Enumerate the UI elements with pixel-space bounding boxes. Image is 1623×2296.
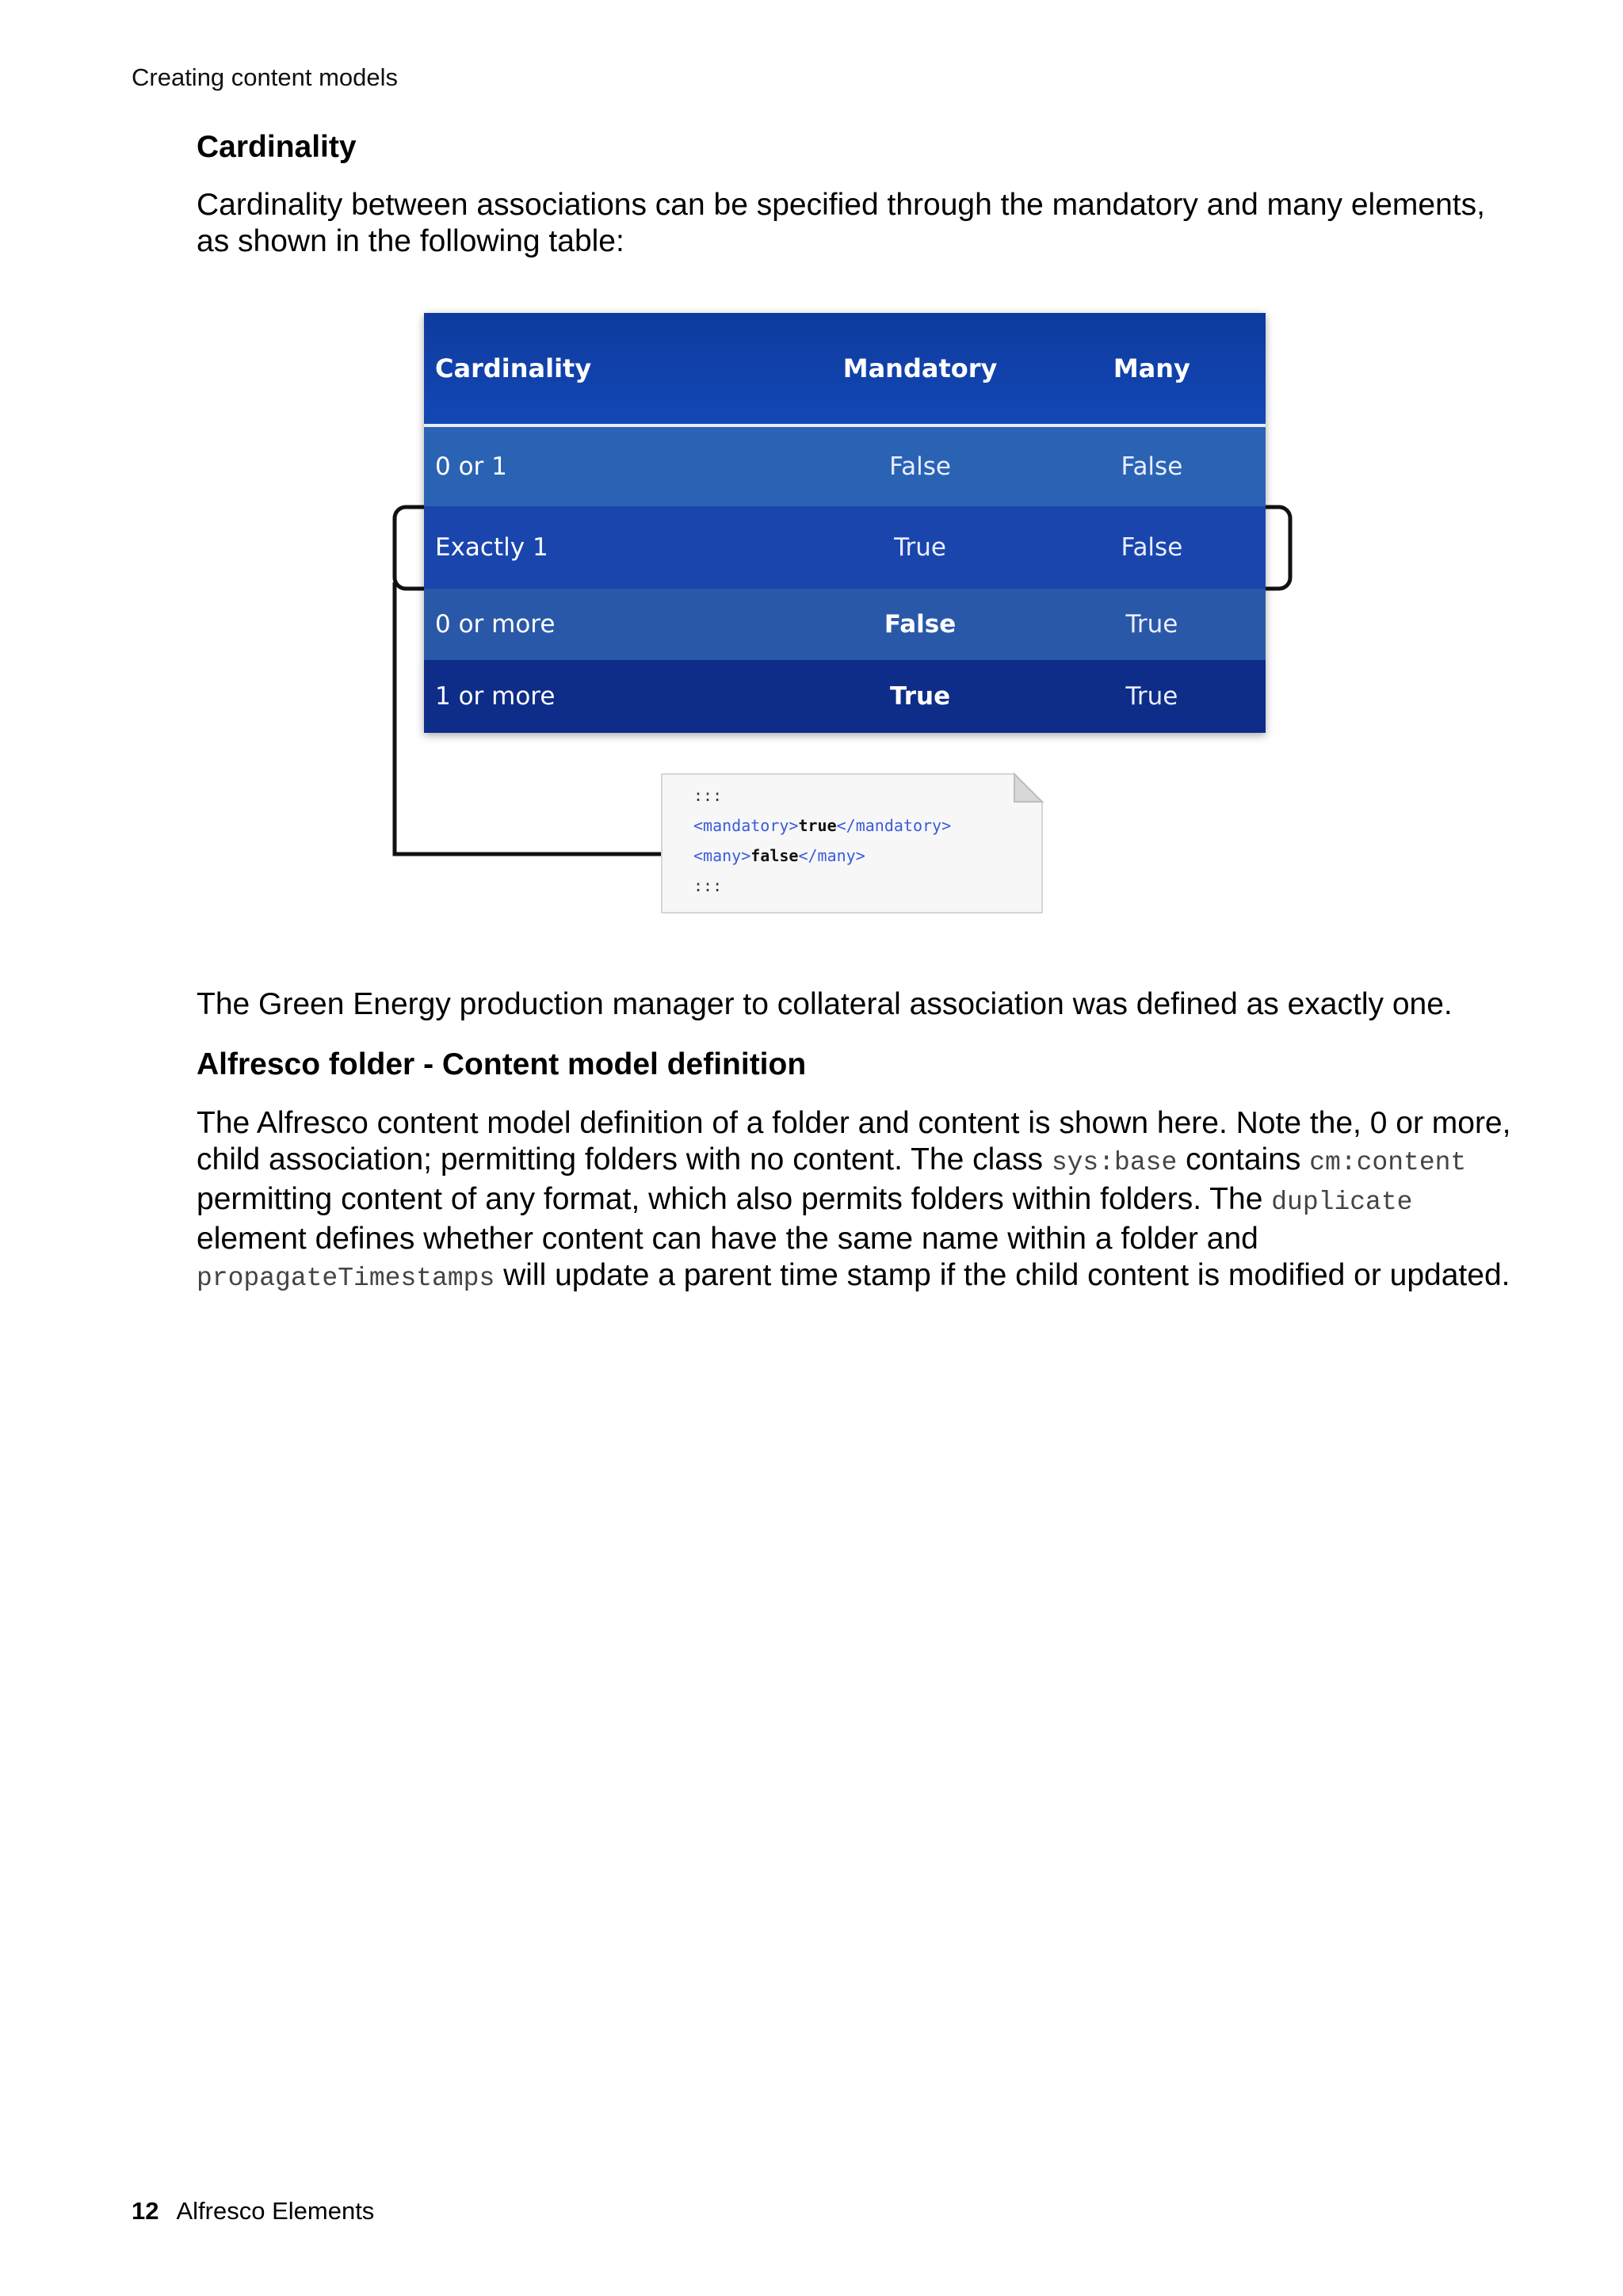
running-header: Creating content models: [132, 63, 399, 91]
green-energy-paragraph: The Green Energy production manager to collateral association was defined as exactly one.: [197, 987, 1453, 1021]
cell-cardinality: Exactly 1: [424, 506, 802, 589]
cell-many: False: [1038, 425, 1266, 506]
code-cm-content: cm:content: [1309, 1148, 1467, 1177]
book-title: Alfresco Elements: [176, 2197, 375, 2225]
table-header-row: [424, 313, 1266, 425]
many-line: [693, 841, 1050, 871]
alfresco-folder-paragraph: [197, 1105, 1512, 1297]
ellipsis-bottom: :::: [693, 876, 723, 895]
cell-cardinality: 0 or more: [424, 589, 802, 660]
section-heading-alfresco-folder: Alfresco folder - Content model definition: [197, 1047, 807, 1081]
xml-snippet-note: [662, 772, 1050, 911]
cell-cardinality: 1 or more: [424, 660, 802, 733]
code-duplicate: duplicate: [1271, 1188, 1413, 1217]
code-sys-base: sys:base: [1051, 1148, 1178, 1177]
page-footer: [132, 2197, 374, 2225]
mandatory-line: [693, 810, 1050, 841]
header-many: Many: [1038, 313, 1266, 425]
text-run: The Alfresco content model definition of a folder and content is shown here. Note the, 0 or more, child association; permitting folders with no content. The class: [197, 1106, 1511, 1177]
page-number: 12: [132, 2197, 159, 2225]
cell-mandatory: False: [802, 589, 1037, 660]
cell-mandatory: True: [802, 506, 1037, 589]
many-value: false: [750, 846, 799, 865]
cell-many: True: [1038, 589, 1266, 660]
table-row: [424, 425, 1266, 506]
header-cardinality: Cardinality: [424, 313, 802, 425]
mandatory-value: true: [798, 816, 837, 835]
code-propagate-timestamps: propagateTimestamps: [197, 1264, 495, 1293]
header-mandatory: Mandatory: [802, 313, 1037, 425]
mandatory-open-tag: <mandatory>: [693, 816, 799, 835]
table-row: [424, 660, 1266, 733]
cell-mandatory: True: [802, 660, 1037, 733]
cardinality-figure: [388, 313, 1323, 923]
text-run: permitting content of any format, which also permits folders within folders. The: [197, 1182, 1272, 1216]
ellipsis-top: :::: [693, 786, 723, 805]
text-run: contains: [1177, 1142, 1310, 1177]
cell-cardinality: 0 or 1: [424, 425, 802, 506]
cell-mandatory: False: [802, 425, 1037, 506]
cardinality-table: [424, 313, 1266, 733]
mandatory-close-tag: </mandatory>: [836, 816, 952, 835]
cardinality-intro-paragraph: Cardinality between associations can be specified through the mandatory and many elements, as shown in the following table:: [197, 188, 1485, 258]
cell-many: True: [1038, 660, 1266, 733]
many-open-tag: <many>: [693, 846, 751, 865]
many-close-tag: </many>: [798, 846, 865, 865]
section-heading-cardinality: Cardinality: [197, 130, 357, 164]
cell-many: False: [1038, 506, 1266, 589]
table-row: [424, 589, 1266, 660]
text-run: will update a parent time stamp if the child content is modified or updated.: [495, 1258, 1510, 1292]
text-run: element defines whether content can have the same name within a folder and: [197, 1222, 1258, 1256]
table-row: [424, 506, 1266, 589]
